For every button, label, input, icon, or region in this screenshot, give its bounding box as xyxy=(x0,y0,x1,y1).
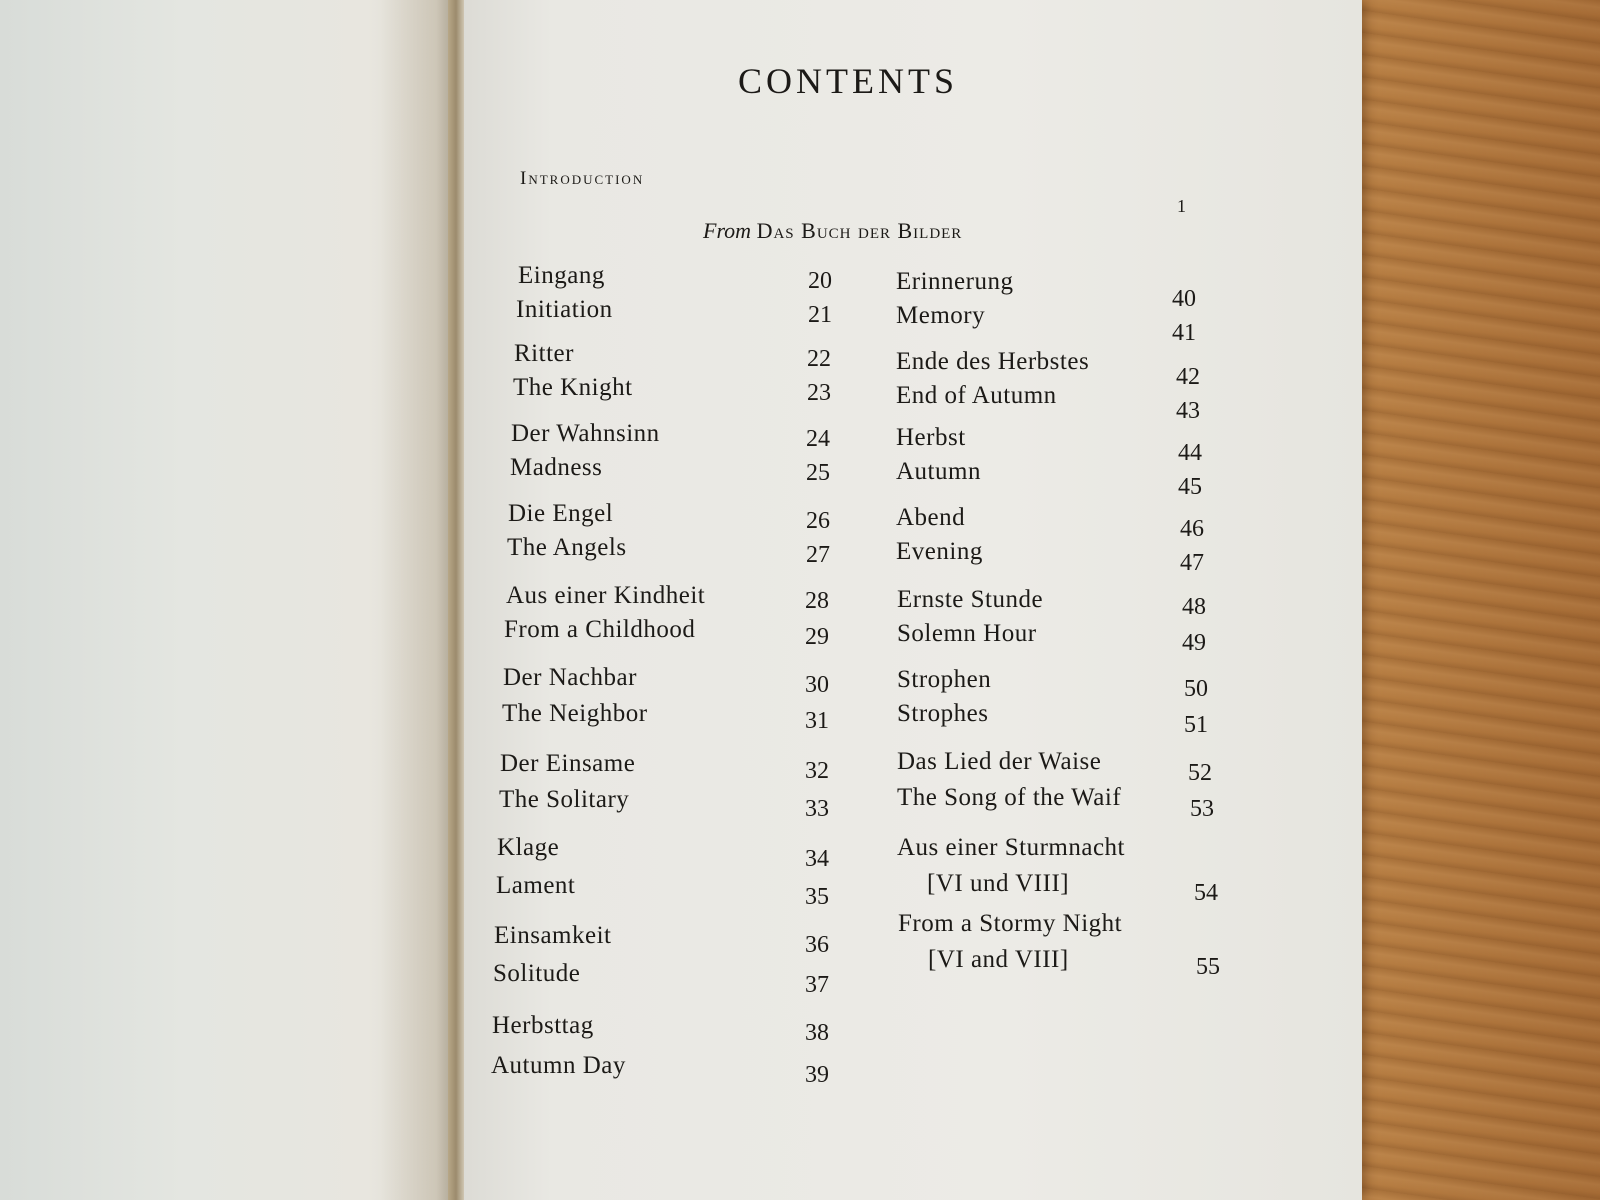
right-entry-title: Strophes xyxy=(897,700,989,727)
right-entry-title: [VI and VIII] xyxy=(928,946,1069,973)
right-entry-page-number: 42 xyxy=(1176,364,1200,390)
right-entry-title: From a Stormy Night xyxy=(898,910,1123,937)
left-entry-page-number: 25 xyxy=(806,460,830,486)
left-entry-title: The Solitary xyxy=(499,786,630,813)
left-entry-page-number: 27 xyxy=(806,542,830,568)
left-entry-title: Aus einer Kindheit xyxy=(506,582,706,609)
right-entry-title: The Song of the Waif xyxy=(897,784,1122,811)
left-entry-page-number: 37 xyxy=(805,972,829,998)
left-entry-title: Ritter xyxy=(514,340,574,367)
left-entry-page-number: 34 xyxy=(805,846,829,872)
left-entry-title: The Angels xyxy=(507,534,627,561)
right-entry-title: Aus einer Sturmnacht xyxy=(897,834,1126,861)
left-entry-page-number: 20 xyxy=(808,268,832,294)
left-entry-page-number: 33 xyxy=(805,796,829,822)
left-entry-title: Der Wahnsinn xyxy=(511,420,660,447)
left-entry-title: Eingang xyxy=(518,262,605,289)
right-entry-page-number: 43 xyxy=(1176,398,1200,424)
right-entry-title: Abend xyxy=(896,504,966,531)
book-gutter xyxy=(448,0,464,1200)
right-entry-page-number: 55 xyxy=(1196,954,1220,980)
introduction-page-number: 1 xyxy=(1177,196,1186,216)
right-entry-title: Autumn xyxy=(896,458,981,485)
right-entry-page-number: 44 xyxy=(1178,440,1202,466)
right-entry-title: Das Lied der Waise xyxy=(897,748,1102,775)
left-entry-title: Herbsttag xyxy=(492,1012,594,1039)
right-entry-title: Herbst xyxy=(896,424,966,451)
left-entry-page-number: 23 xyxy=(807,380,831,406)
right-entry-page-number: 40 xyxy=(1172,286,1196,312)
right-entry-page-number: 49 xyxy=(1182,630,1206,656)
left-entry-title: Solitude xyxy=(493,960,581,987)
left-entry-title: Der Einsame xyxy=(500,750,636,777)
left-entry-title: Klage xyxy=(497,834,560,861)
right-entry-title: Evening xyxy=(896,538,983,565)
right-entry-title: End of Autumn xyxy=(896,382,1057,409)
right-entry-page-number: 51 xyxy=(1184,712,1208,738)
left-entry-title: Madness xyxy=(510,454,603,481)
right-entry-title: [VI und VIII] xyxy=(927,870,1070,897)
left-entry-page-number: 28 xyxy=(805,588,829,614)
section-prefix: From xyxy=(703,218,752,243)
right-entry-title: Ernste Stunde xyxy=(897,586,1044,613)
right-entry-page-number: 53 xyxy=(1190,796,1214,822)
left-entry-title: The Knight xyxy=(513,374,633,401)
left-entry-title: Einsamkeit xyxy=(494,922,612,949)
left-entry-page-number: 22 xyxy=(807,346,831,372)
left-entry-page-number: 26 xyxy=(806,508,830,534)
left-entry-page-number: 30 xyxy=(805,672,829,698)
left-entry-title: Initiation xyxy=(516,296,613,323)
right-entry-title: Ende des Herbstes xyxy=(896,348,1090,375)
left-entry-page-number: 21 xyxy=(808,302,832,328)
left-entry-title: The Neighbor xyxy=(502,700,648,727)
contents-heading: CONTENTS xyxy=(738,61,958,101)
left-entry-title: Autumn Day xyxy=(491,1052,626,1079)
left-entry-page-number: 38 xyxy=(805,1020,829,1046)
right-entry-title: Solemn Hour xyxy=(897,620,1037,647)
left-entry-title: From a Childhood xyxy=(504,616,696,643)
right-entry-page-number: 47 xyxy=(1180,550,1204,576)
left-entry-page-number: 31 xyxy=(805,708,829,734)
right-entry-title: Strophen xyxy=(897,666,992,693)
right-entry-title: Memory xyxy=(896,302,986,329)
left-entry-page-number: 29 xyxy=(805,624,829,650)
left-entry-page-number: 32 xyxy=(805,758,829,784)
section-heading xyxy=(703,218,962,244)
left-entry-page-number: 24 xyxy=(806,426,830,452)
right-entry-page-number: 46 xyxy=(1180,516,1204,542)
right-entry-page-number: 45 xyxy=(1178,474,1202,500)
right-entry-title: Erinnerung xyxy=(896,268,1014,295)
right-entry-page-number: 48 xyxy=(1182,594,1206,620)
right-entry-page-number: 41 xyxy=(1172,320,1196,346)
introduction-label: Introduction xyxy=(520,168,645,189)
section-title: Das Buch der Bilder xyxy=(756,218,963,243)
right-entry-page-number: 50 xyxy=(1184,676,1208,702)
left-entry-page-number: 36 xyxy=(805,932,829,958)
left-entry-title: Der Nachbar xyxy=(503,664,637,691)
left-entry-page-number: 39 xyxy=(805,1062,829,1088)
right-entry-page-number: 54 xyxy=(1194,880,1218,906)
left-entry-title: Lament xyxy=(496,872,576,899)
left-entry-page-number: 35 xyxy=(805,884,829,910)
left-entry-title: Die Engel xyxy=(508,500,614,527)
right-entry-page-number: 52 xyxy=(1188,760,1212,786)
